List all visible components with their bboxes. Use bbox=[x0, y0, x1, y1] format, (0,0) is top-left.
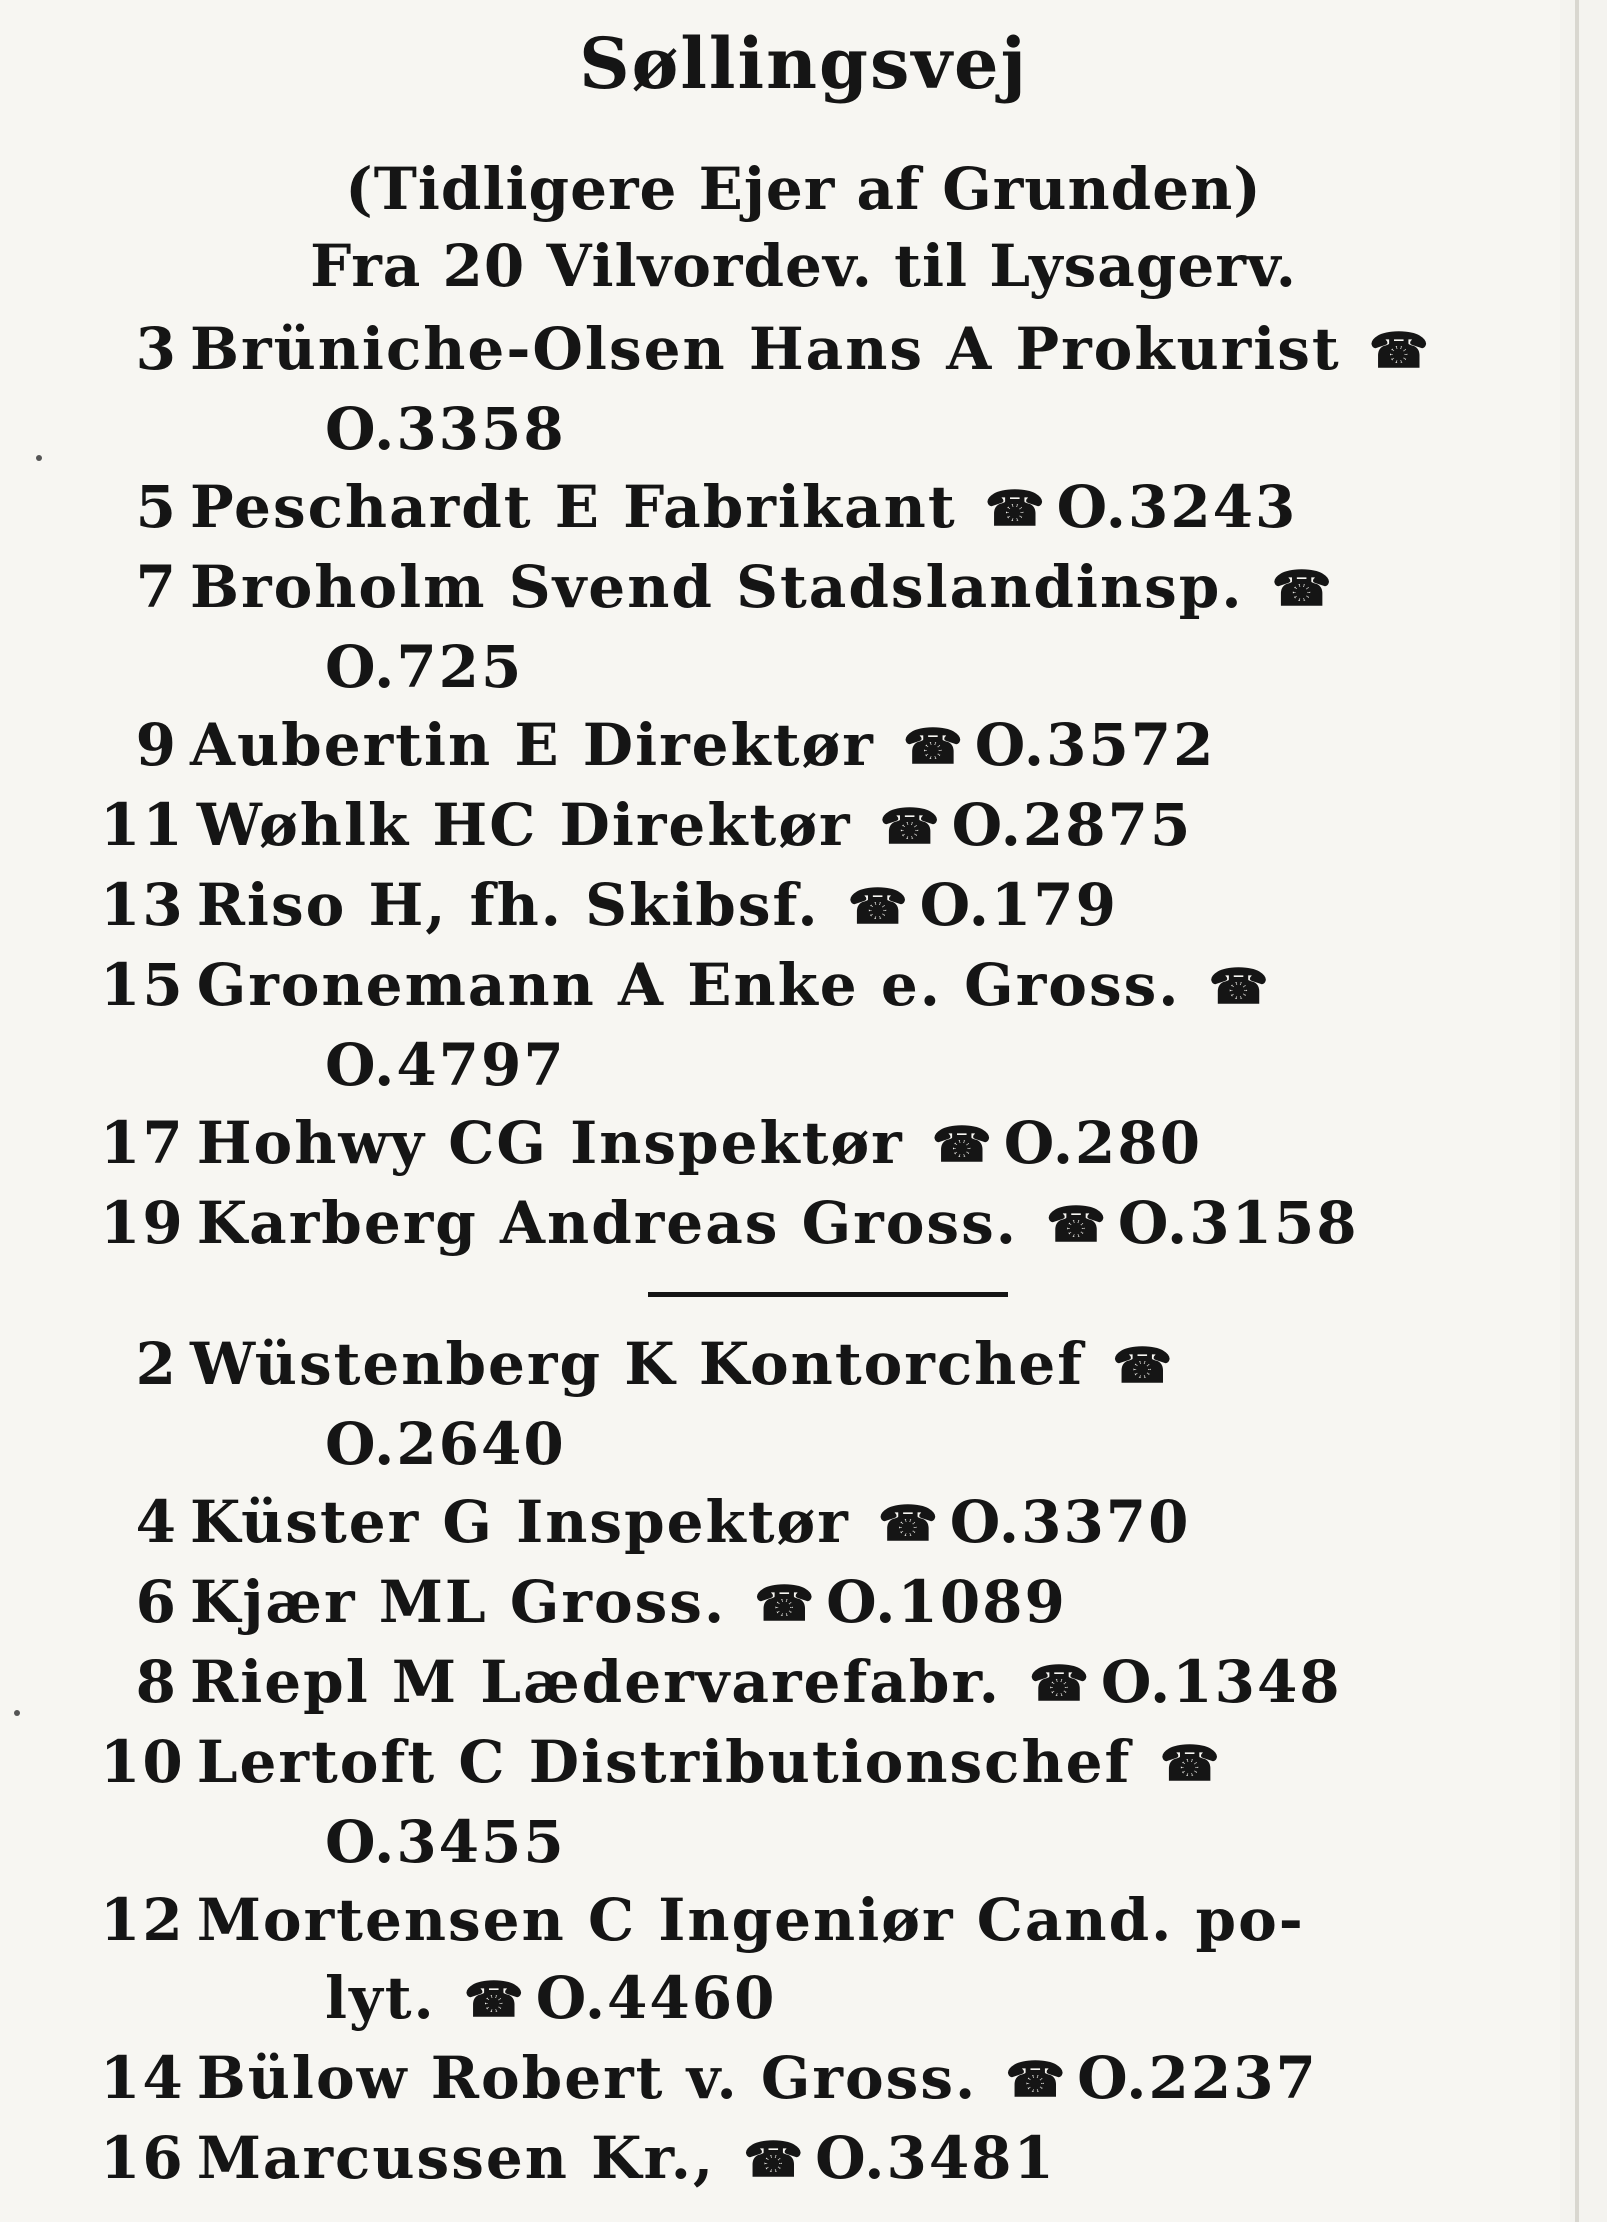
resident-text: Hohwy CG Inspektør bbox=[196, 1109, 904, 1177]
house-number: 4 bbox=[135, 1488, 178, 1556]
resident-text: Wøhlk HC Direktør bbox=[196, 791, 852, 859]
street-title: Søllingsvej bbox=[579, 22, 1028, 105]
resident-text: Broholm Svend Stadslandinsp. bbox=[190, 553, 1244, 621]
telephone-icon: ☎ bbox=[879, 799, 942, 855]
phone-number: O.4797 bbox=[325, 1031, 566, 1099]
entry-continuation bbox=[100, 1959, 1560, 2039]
directory-entry bbox=[100, 1184, 1560, 1264]
directory-entry bbox=[100, 2039, 1560, 2119]
house-number: 15 bbox=[100, 951, 185, 1019]
house-number: 12 bbox=[100, 1886, 185, 1954]
entry-continuation bbox=[100, 1803, 1560, 1881]
continued-text: lyt. bbox=[325, 1964, 436, 2032]
phone-number: O.179 bbox=[919, 871, 1118, 939]
resident-text: Riso H, fh. Skibsf. bbox=[196, 871, 820, 939]
house-number: 11 bbox=[100, 791, 185, 859]
telephone-icon: ☎ bbox=[1271, 561, 1334, 617]
directory-entry bbox=[100, 468, 1560, 548]
house-number: 7 bbox=[135, 553, 178, 621]
telephone-icon: ☎ bbox=[743, 2132, 806, 2188]
telephone-icon: ☎ bbox=[877, 1496, 940, 1552]
directory-entry bbox=[100, 946, 1560, 1104]
directory-entry bbox=[100, 1643, 1560, 1723]
resident-text: Kjær ML Gross. bbox=[190, 1568, 727, 1636]
phone-number: O.3243 bbox=[1056, 473, 1298, 541]
directory-entry bbox=[100, 548, 1560, 706]
phone-number: O.2640 bbox=[325, 1410, 566, 1478]
telephone-icon: ☎ bbox=[1005, 2052, 1068, 2108]
phone-number: O.3370 bbox=[949, 1488, 1191, 1556]
directory-entry bbox=[100, 1563, 1560, 1643]
phone-number: O.4460 bbox=[535, 1964, 777, 2032]
telephone-icon: ☎ bbox=[1046, 1197, 1108, 1253]
directory-entry bbox=[100, 2119, 1560, 2199]
telephone-icon: ☎ bbox=[754, 1576, 817, 1632]
house-number: 6 bbox=[135, 1568, 178, 1636]
house-number: 19 bbox=[100, 1189, 185, 1257]
resident-text: Lertoft C Distributionschef bbox=[196, 1728, 1132, 1796]
telephone-icon: ☎ bbox=[902, 719, 965, 775]
telephone-icon: ☎ bbox=[1208, 959, 1271, 1015]
telephone-icon: ☎ bbox=[463, 1972, 526, 2028]
telephone-icon: ☎ bbox=[984, 481, 1047, 537]
entries-list bbox=[100, 310, 1560, 2199]
phone-number: O.2237 bbox=[1077, 2044, 1318, 2112]
entry-continuation bbox=[100, 1026, 1560, 1104]
entry-continuation bbox=[100, 390, 1560, 468]
house-number: 16 bbox=[100, 2124, 185, 2192]
even-numbers-list bbox=[100, 1325, 1560, 2199]
resident-text: Karberg Andreas Gross. bbox=[196, 1189, 1018, 1257]
house-number: 17 bbox=[100, 1109, 185, 1177]
telephone-icon: ☎ bbox=[931, 1117, 994, 1173]
resident-text: Aubertin E Direktør bbox=[190, 711, 875, 779]
resident-text: Peschardt E Fabrikant bbox=[190, 473, 957, 541]
phone-number: O.2875 bbox=[951, 791, 1193, 859]
telephone-icon: ☎ bbox=[1029, 1656, 1091, 1712]
directory-entry bbox=[100, 1483, 1560, 1563]
phone-number: O.3358 bbox=[325, 395, 566, 463]
telephone-icon: ☎ bbox=[1112, 1338, 1175, 1394]
phone-number: O.3481 bbox=[815, 2124, 1056, 2192]
phone-number: O.3572 bbox=[974, 711, 1216, 779]
directory-entry bbox=[100, 310, 1560, 468]
phone-number: O.3455 bbox=[325, 1808, 566, 1876]
resident-text: Küster G Inspektør bbox=[190, 1488, 850, 1556]
house-number: 8 bbox=[135, 1648, 178, 1716]
resident-text: Riepl M Lædervarefabr. bbox=[190, 1648, 1001, 1716]
directory-entry bbox=[100, 1104, 1560, 1184]
subtitle-route: Fra 20 Vilvordev. til Lysagerv. bbox=[310, 232, 1297, 300]
telephone-icon: ☎ bbox=[1368, 323, 1431, 379]
house-number: 5 bbox=[135, 473, 178, 541]
entry-continuation bbox=[100, 628, 1560, 706]
divider bbox=[648, 1292, 1008, 1297]
phone-number: O.280 bbox=[1003, 1109, 1203, 1177]
directory-entry bbox=[100, 1723, 1560, 1881]
telephone-icon: ☎ bbox=[847, 879, 910, 935]
print-speck bbox=[36, 455, 42, 461]
resident-text: Mortensen C Ingeniør Cand. po- bbox=[196, 1886, 1305, 1954]
phone-number: O.1348 bbox=[1100, 1648, 1342, 1716]
print-speck bbox=[14, 1710, 20, 1716]
entry-continuation bbox=[100, 1405, 1560, 1483]
directory-entry bbox=[100, 1325, 1560, 1483]
telephone-icon: ☎ bbox=[1159, 1736, 1222, 1792]
resident-text: Wüstenberg K Kontorchef bbox=[190, 1330, 1085, 1398]
house-number: 3 bbox=[135, 315, 178, 383]
directory-entry bbox=[100, 706, 1560, 786]
page-edge bbox=[1575, 0, 1579, 2222]
resident-text: Gronemann A Enke e. Gross. bbox=[196, 951, 1181, 1019]
resident-text: Marcussen Kr., bbox=[196, 2124, 716, 2192]
house-number: 2 bbox=[135, 1330, 178, 1398]
directory-entry bbox=[100, 786, 1560, 866]
directory-entry bbox=[100, 866, 1560, 946]
house-number: 13 bbox=[100, 871, 185, 939]
odd-numbers-list bbox=[100, 310, 1560, 1264]
directory-entry bbox=[100, 1881, 1560, 2039]
house-number: 14 bbox=[100, 2044, 185, 2112]
phone-number: O.1089 bbox=[826, 1568, 1067, 1636]
phone-number: O.725 bbox=[325, 633, 524, 701]
house-number: 9 bbox=[135, 711, 178, 779]
resident-text: Bülow Robert v. Gross. bbox=[196, 2044, 978, 2112]
subtitle-former-owner: (Tidligere Ejer af Grunden) bbox=[345, 155, 1262, 223]
phone-number: O.3158 bbox=[1117, 1189, 1359, 1257]
house-number: 10 bbox=[100, 1728, 185, 1796]
resident-text: Brüniche-Olsen Hans A Prokurist bbox=[190, 315, 1341, 383]
